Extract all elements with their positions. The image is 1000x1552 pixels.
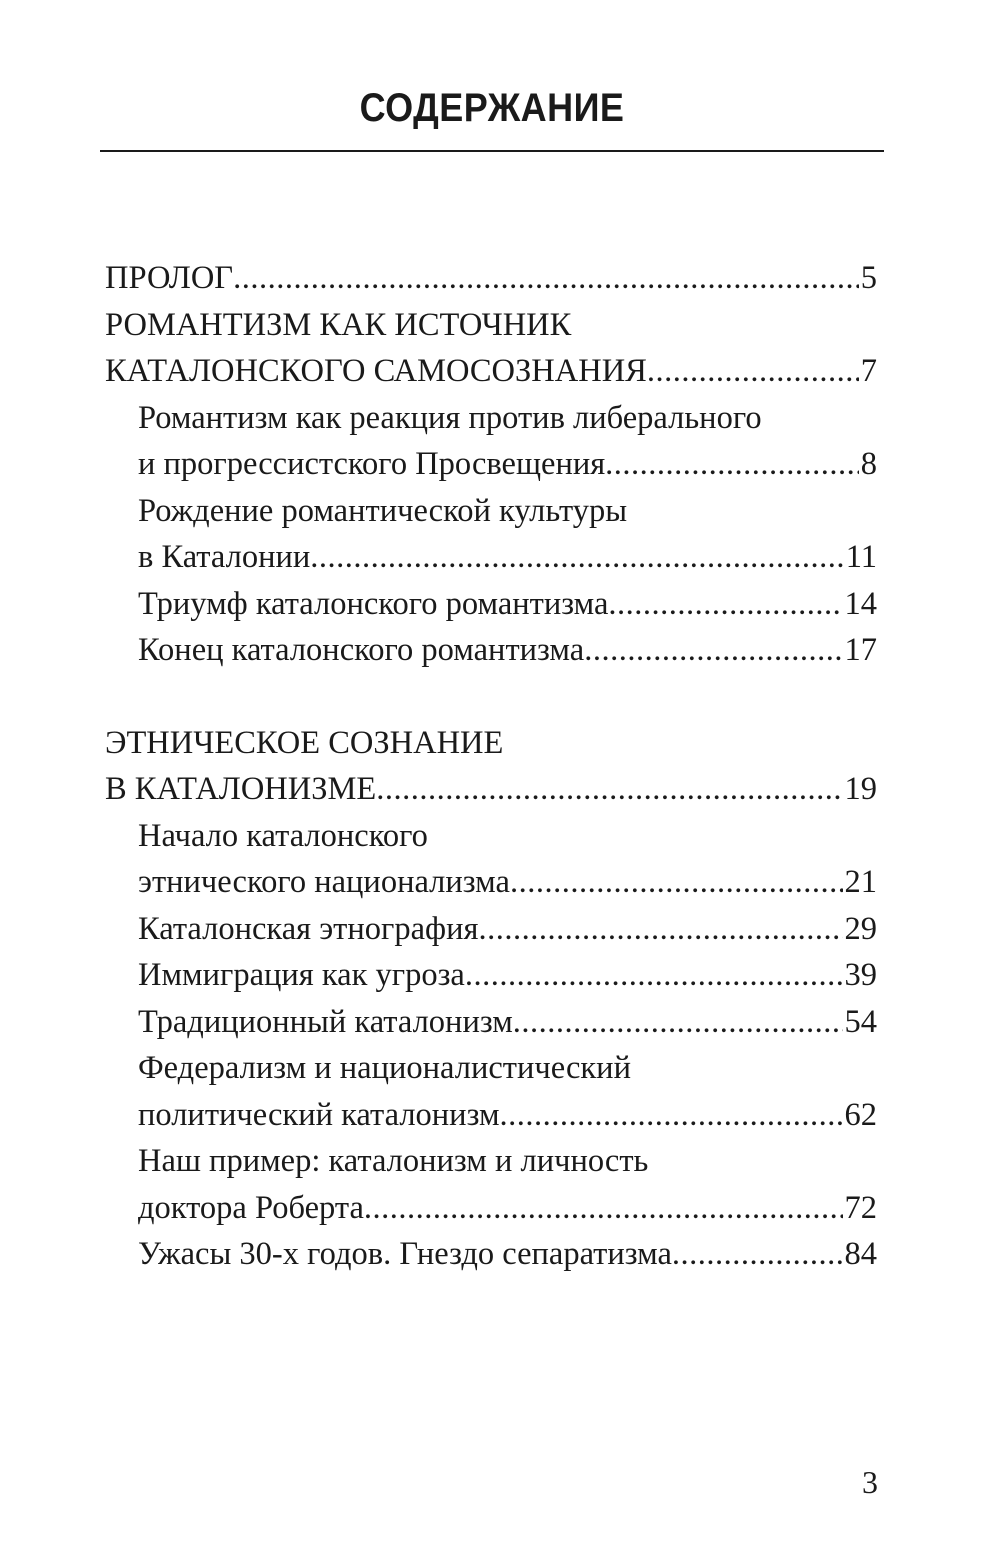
toc-entry-title-line: ЭТНИЧЕСКОЕ СОЗНАНИЕ <box>105 724 504 761</box>
dot-leader <box>647 348 859 395</box>
toc-subentry-triumph-romanticism[interactable] <box>105 581 877 628</box>
toc-page-number: 29 <box>844 910 877 947</box>
toc-entry-title: Триумф каталонского романтизма <box>138 585 609 622</box>
toc-subentry-immigration-threat[interactable] <box>105 952 877 999</box>
toc-page-number: 62 <box>844 1096 877 1133</box>
toc-page-number: 14 <box>844 585 877 622</box>
toc-entry-line <box>138 952 877 999</box>
toc-page-number: 72 <box>844 1189 877 1226</box>
toc-subentry-reaction-enlightenment[interactable] <box>105 395 877 488</box>
toc-entry-title: ПРОЛОГ <box>105 260 234 296</box>
toc-entry-romanticism-source[interactable] <box>105 302 877 395</box>
toc-page-number: 8 <box>860 446 877 482</box>
dot-leader <box>605 441 859 488</box>
toc-page-number: 17 <box>844 632 877 668</box>
toc-entry-title-line: РОМАНТИЗМ КАК ИСТОЧНИК <box>105 306 572 343</box>
toc-subentry-birth-romantic-culture[interactable] <box>105 488 877 581</box>
toc-entry-line <box>105 255 877 302</box>
table-of-contents <box>105 255 877 1278</box>
toc-entry-line <box>105 348 877 395</box>
toc-entry-line <box>138 534 877 581</box>
toc-entry-title-line: Федерализм и националистический <box>138 1050 631 1086</box>
dot-leader <box>584 627 842 674</box>
toc-entry-title-line: Рождение романтической культуры <box>138 492 628 529</box>
toc-entry-title: и прогрессистского Просвещения <box>138 446 606 482</box>
toc-page-number: 21 <box>844 864 877 900</box>
dot-leader <box>376 766 842 813</box>
page-title: СОДЕРЖАНИЕ <box>359 86 625 130</box>
dot-leader <box>510 859 843 906</box>
dot-leader <box>608 581 842 628</box>
toc-entry-line <box>138 1231 877 1278</box>
toc-entry-title: Иммиграция как угроза <box>138 957 465 993</box>
toc-entry-title: КАТАЛОНСКОГО САМОСОЗНАНИЯ <box>105 353 647 389</box>
toc-page-number: 54 <box>844 1003 877 1040</box>
toc-entry-line <box>138 441 877 488</box>
dot-leader <box>500 1092 843 1139</box>
toc-entry-line <box>138 1185 877 1232</box>
toc-subentry-horrors-30s[interactable] <box>105 1231 877 1278</box>
toc-entry-ethnic-consciousness[interactable] <box>105 720 877 813</box>
toc-entry-title-line: Начало каталонского <box>138 817 428 854</box>
toc-entry-line <box>138 859 877 906</box>
dot-leader <box>364 1185 843 1232</box>
toc-entry-title: Каталонская этнография <box>138 910 479 947</box>
dot-leader <box>513 999 843 1046</box>
toc-entry-title-line: Наш пример: каталонизм и личность <box>138 1143 649 1179</box>
toc-entry-line <box>105 766 877 813</box>
toc-entry-line <box>138 906 877 953</box>
toc-entry-title: В КАТАЛОНИЗМЕ <box>105 771 377 807</box>
toc-entry-prologue[interactable] <box>105 255 877 302</box>
toc-page-number: 5 <box>860 260 877 296</box>
toc-page-number: 11 <box>845 539 877 575</box>
toc-page-number: 7 <box>860 353 877 389</box>
dot-leader <box>465 952 843 999</box>
toc-entry-title-line: Романтизм как реакция против либерального <box>138 399 762 436</box>
toc-entry-title: доктора Роберта <box>138 1189 364 1226</box>
toc-subentry-doctor-robert[interactable] <box>105 1138 877 1231</box>
toc-entry-line <box>138 1092 877 1139</box>
toc-subentry-end-romanticism[interactable] <box>105 627 877 674</box>
toc-subentry-ethnography[interactable] <box>105 906 877 953</box>
dot-leader <box>233 255 859 302</box>
toc-page-number: 19 <box>844 771 877 807</box>
toc-subentry-federalism[interactable] <box>105 1045 877 1138</box>
toc-subentry-ethnic-nationalism[interactable] <box>105 813 877 906</box>
title-divider <box>100 150 884 152</box>
toc-entry-line <box>138 581 877 628</box>
dot-leader <box>478 906 842 953</box>
toc-entry-title: политический каталонизм <box>138 1096 500 1133</box>
toc-entry-line <box>138 627 877 674</box>
toc-entry-title: в Каталонии <box>138 539 311 575</box>
toc-entry-line <box>138 999 877 1046</box>
toc-entry-title: Ужасы 30-х годов. Гнездо сепаратизма <box>138 1236 672 1272</box>
toc-entry-title: Традиционный каталонизм <box>138 1003 513 1040</box>
dot-leader <box>672 1231 843 1278</box>
toc-page-number: 84 <box>844 1236 877 1272</box>
toc-entry-title: Конец каталонского романтизма <box>138 632 585 668</box>
toc-subentry-traditional-catalanism[interactable] <box>105 999 877 1046</box>
dot-leader <box>310 534 843 581</box>
page-number: 3 <box>862 1464 878 1500</box>
toc-entry-title: этнического национализма <box>138 864 510 900</box>
toc-page-number: 39 <box>844 957 877 993</box>
